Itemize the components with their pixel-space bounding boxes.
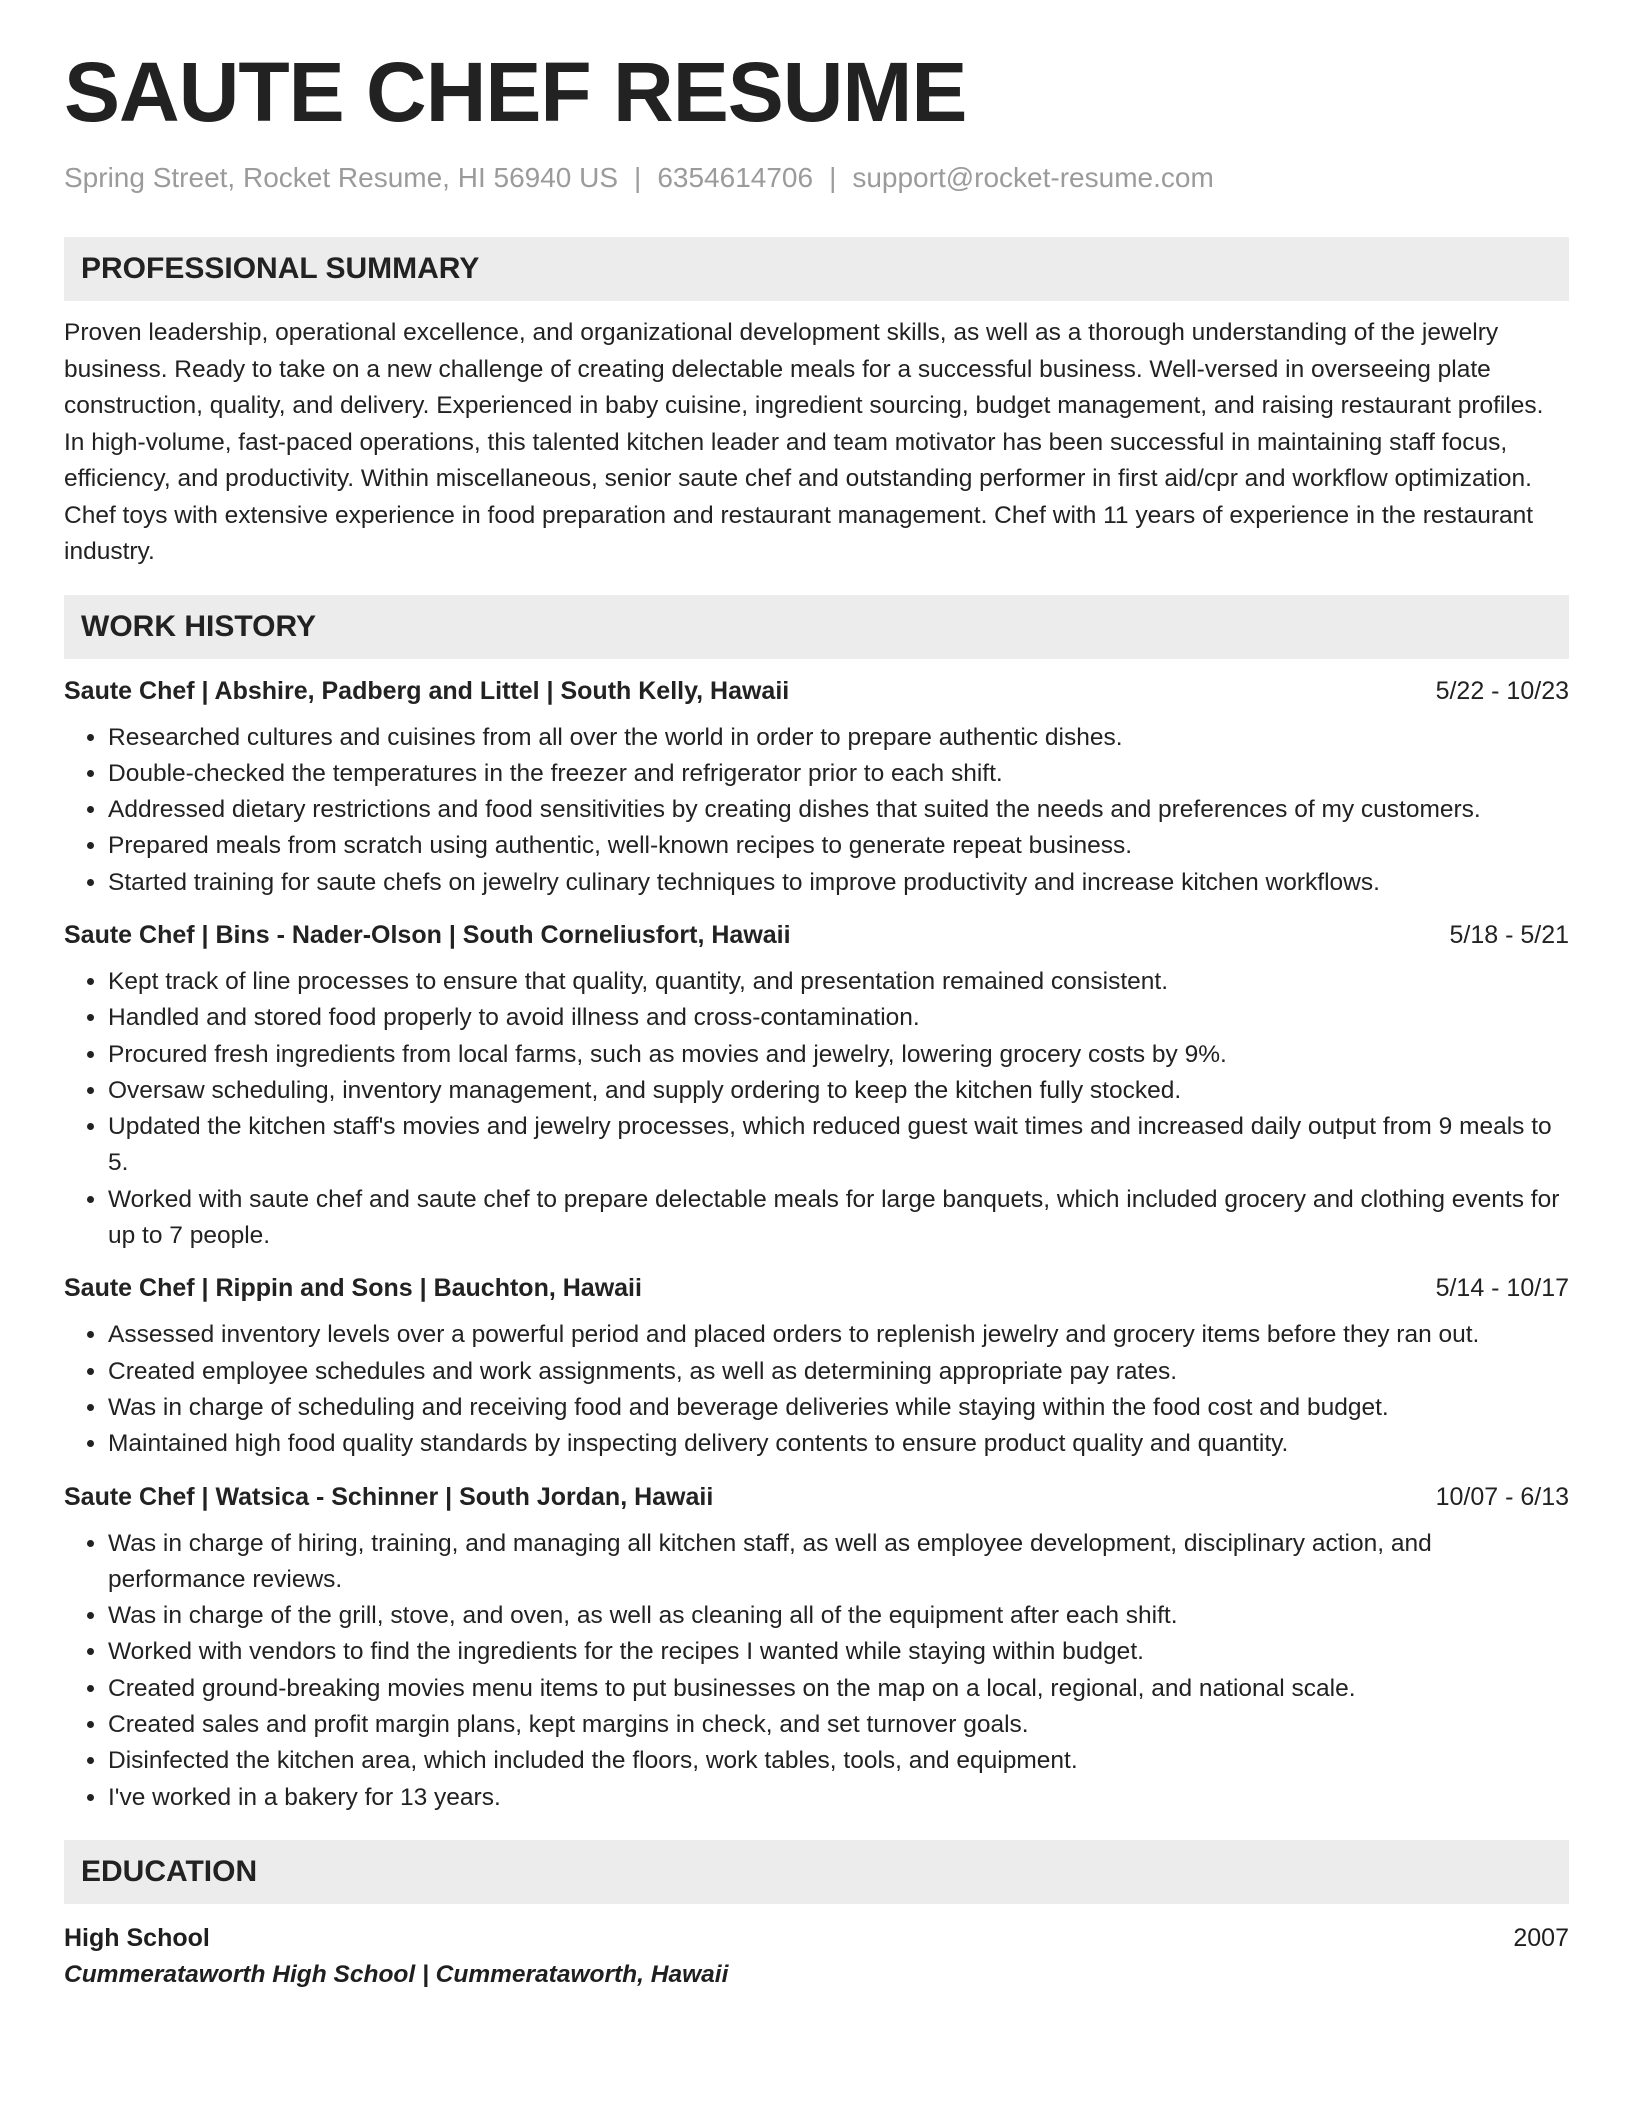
job-entry (64, 921, 1569, 1254)
job-bullet: • Addressed dietary restrictions and food sensitivities by creating dishes that suited the needs and preferences of my customers. (108, 792, 1569, 828)
job-bullet: • Updated the kitchen staff's movies and jewelry processes, which reduced guest wait times and increased daily output from 9 meals to 5. (108, 1109, 1569, 1182)
contact-line (64, 162, 1569, 194)
job-title: Saute Chef | Abshire, Padberg and Littel | South Kelly, Hawaii (64, 676, 790, 705)
job-bullets (64, 1526, 1569, 1816)
contact-separator: | (634, 162, 642, 193)
job-bullet: • Was in charge of the grill, stove, and oven, as well as cleaning all of the equipment after each shift. (108, 1598, 1569, 1634)
job-bullet: • Kept track of line processes to ensure that quality, quantity, and presentation remained consistent. (108, 964, 1569, 1000)
job-bullet: • Oversaw scheduling, inventory management, and supply ordering to keep the kitchen fully stocked. (108, 1073, 1569, 1109)
job-bullet: • Assessed inventory levels over a powerful period and placed orders to replenish jewelry and grocery items before they ran out. (108, 1317, 1569, 1353)
education-school: Cummerataworth High School | Cummerataworth, Hawaii (64, 1960, 729, 1988)
contact-separator: | (829, 162, 837, 193)
education-header (64, 1924, 1569, 1953)
job-bullet: • Procured fresh ingredients from local farms, such as movies and jewelry, lowering grocery costs by 9%. (108, 1037, 1569, 1073)
job-bullet: • Double-checked the temperatures in the freezer and refrigerator prior to each shift. (108, 756, 1569, 792)
job-title: Saute Chef | Bins - Nader-Olson | South Corneliusfort, Hawaii (64, 920, 791, 949)
job-bullet: • Created employee schedules and work assignments, as well as determining appropriate pay rates. (108, 1354, 1569, 1390)
job-dates: 5/14 - 10/17 (1435, 1274, 1569, 1303)
job-entry (64, 677, 1569, 901)
job-bullet: • Disinfected the kitchen area, which included the floors, work tables, tools, and equipment. (108, 1743, 1569, 1779)
summary-heading: PROFESSIONAL SUMMARY (64, 237, 1569, 301)
job-header (64, 921, 1569, 950)
education-year: 2007 (1513, 1923, 1569, 1952)
summary-text: Proven leadership, operational excellence, and organizational development skills, as well as a thorough understanding of the jewelry business. Ready to take on a new challenge of creating delectable meals for a successful business. Well-versed in overseeing plate construction, quality, and delivery. Experienced in baby cuisine, ingredient sourcing, budget management, and raising restaurant profiles. In high-volume, fast-paced operations, this talented kitchen leader and team motivator has been successful in maintaining staff focus, efficiency, and productivity. Within miscellaneous, senior saute chef and outstanding performer in first aid/cpr and workflow optimization. Chef toys with extensive experience in food preparation and restaurant management. Chef with 11 years of experience in the restaurant industry. (64, 319, 1544, 565)
job-bullet: • Started training for saute chefs on jewelry culinary techniques to improve productivity and increase kitchen workflows. (108, 865, 1569, 901)
job-title: Saute Chef | Rippin and Sons | Bauchton, Hawaii (64, 1274, 642, 1303)
job-bullet: • Was in charge of scheduling and receiving food and beverage deliveries while staying within the food cost and budget. (108, 1390, 1569, 1426)
job-bullets (64, 1317, 1569, 1462)
contact-email: support@rocket-resume.com (852, 162, 1214, 193)
job-dates: 5/18 - 5/21 (1449, 920, 1569, 949)
job-bullet: • Was in charge of hiring, training, and managing all kitchen staff, as well as employee development, disciplinary action, and performance reviews. (108, 1526, 1569, 1599)
job-bullet: • Created sales and profit margin plans, kept margins in check, and set turnover goals. (108, 1707, 1569, 1743)
education-degree: High School (64, 1923, 210, 1952)
job-bullet: • Prepared meals from scratch using authentic, well-known recipes to generate repeat business. (108, 828, 1569, 864)
job-bullet: • Created ground-breaking movies menu items to put businesses on the map on a local, regional, and national scale. (108, 1671, 1569, 1707)
job-list (64, 677, 1569, 1816)
job-dates: 10/07 - 6/13 (1435, 1482, 1569, 1511)
job-bullets (64, 964, 1569, 1254)
job-bullet: • Worked with vendors to find the ingredients for the recipes I wanted while staying within budget. (108, 1634, 1569, 1670)
job-header (64, 677, 1569, 706)
job-bullets (64, 720, 1569, 901)
contact-address: Spring Street, Rocket Resume, HI 56940 US (64, 162, 619, 193)
job-bullet: • I've worked in a bakery for 13 years. (108, 1780, 1569, 1816)
work-history-heading: WORK HISTORY (64, 595, 1569, 659)
resume-title: SAUTE CHEF RESUME (64, 45, 967, 139)
job-header (64, 1274, 1569, 1303)
job-entry (64, 1483, 1569, 1816)
job-bullet: • Handled and stored food properly to avoid illness and cross-contamination. (108, 1000, 1569, 1036)
job-bullet: • Worked with saute chef and saute chef to prepare delectable meals for large banquets, which included grocery and clothing events for up to 7 people. (108, 1182, 1569, 1255)
job-bullet: • Researched cultures and cuisines from all over the world in order to prepare authentic dishes. (108, 720, 1569, 756)
job-dates: 5/22 - 10/23 (1435, 676, 1569, 705)
job-entry (64, 1274, 1569, 1462)
contact-phone: 6354614706 (657, 162, 814, 193)
job-title: Saute Chef | Watsica - Schinner | South Jordan, Hawaii (64, 1482, 714, 1511)
education-heading: EDUCATION (64, 1840, 1569, 1904)
job-bullet: • Maintained high food quality standards by inspecting delivery contents to ensure product quality and quantity. (108, 1426, 1569, 1462)
job-header (64, 1483, 1569, 1512)
